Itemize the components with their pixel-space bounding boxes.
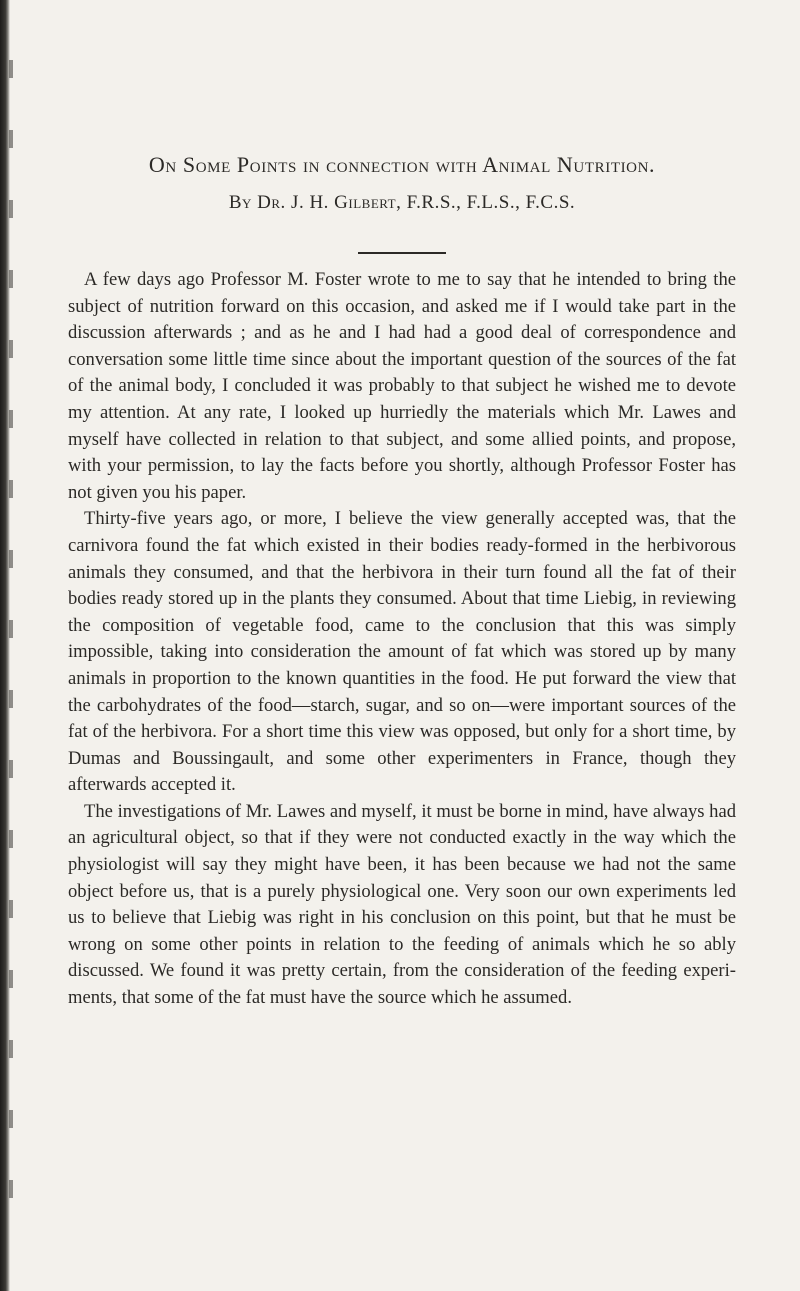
paragraph: A few days ago Professor M. Foster wrote to me to say that he intended to bring the subject of nutrition forward on this occasion, and asked me if I would take part in the discussion afterwards ; and as he and I had had a good deal of correspondence and conversation some little time since about the important question of the sources of the fat of the animal body, I concluded it was probably to that subject he wished me to devote my attention. At any rate, I looked up hurriedly the materials which Mr. Lawes and myself have collected in relation to that subject, and some allied points, and propose, with your permission, to lay the facts before you shortly, although Professor Foster has not given you his paper. bbox=[68, 269, 736, 503]
author-byline: By Dr. J. H. Gilbert, F.R.S., F.L.S., F.C.S. bbox=[228, 192, 576, 213]
article-title: On Some Points in connection with Animal Nutrition. bbox=[148, 152, 656, 177]
document-page bbox=[68, 150, 736, 1012]
page-binding-marks bbox=[9, 60, 13, 1240]
paragraph: The investigations of Mr. Lawes and myself, it must be borne in mind, have always had an agricultural object, so that if they were not conducted exactly in the way which the physiologist will say they might have been, it has been because we had not the same object before us, that is a purely physiological one. Very soon our own experiments led us to believe that Liebig was right in his conclusion on this point, but that he must be wrong on some other points in relation to the feeding of animals which he so ably discussed. We found it was pretty certain, from the consideration of the feeding experiments, that some of the fat must have the source which he assumed. bbox=[68, 800, 736, 1009]
paragraph: Thirty-five years ago, or more, I believe the view generally accepted was, that the carnivora found the fat which existed in their bodies ready-formed in the herbivorous animals they consumed, and that the herbivora in their turn found all the fat of their bodies ready stored up in the plants they consumed. About that time Liebig, in reviewing the composition of vegetable food, came to the conclusion that this was simply impossible, taking into consideration the amount of fat which was stored up by many animals in proportion to the known quantities in the food. He put forward the view that the carbohydrates of the food—starch, sugar, and so on—were important sources of the fat of the herbivora. For a short time this view was opposed, but only for a short time, by Dumas and Boussingault, and some other experimenters in France, though they afterwards accepted it. bbox=[68, 508, 736, 796]
title-divider bbox=[358, 252, 446, 254]
article-body bbox=[68, 267, 736, 1012]
